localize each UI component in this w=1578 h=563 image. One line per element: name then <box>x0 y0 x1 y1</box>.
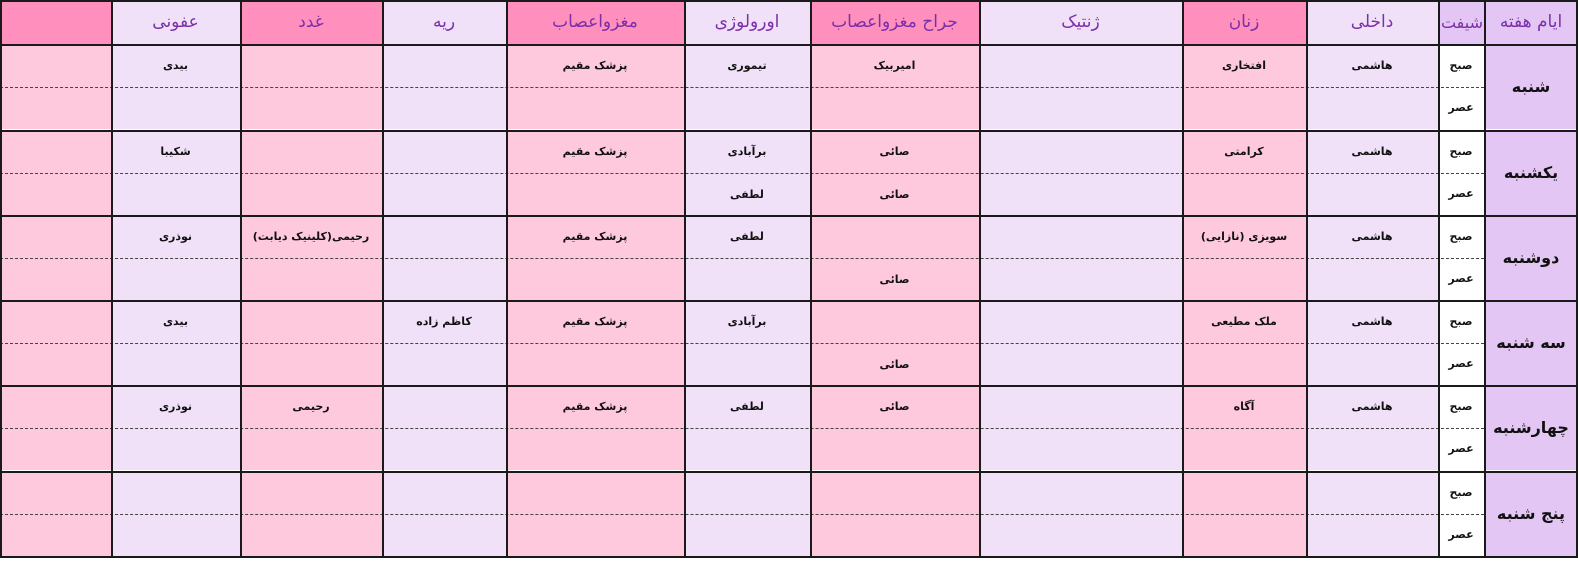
shift-morning-label: صبح <box>1438 130 1484 173</box>
schedule-slot-evening[interactable] <box>684 258 810 301</box>
schedule-slot-evening[interactable] <box>684 514 810 557</box>
schedule-slot-evening[interactable] <box>382 343 506 386</box>
row-border <box>0 44 1578 46</box>
header-department: اورولوژی <box>684 0 810 44</box>
row-border <box>0 215 1578 217</box>
physician-name: هاشمی <box>1351 315 1393 328</box>
physician-name: بیدی <box>162 315 189 328</box>
shift-evening-label: عصر <box>1438 514 1484 557</box>
schedule-slot-morning[interactable] <box>979 471 1182 514</box>
schedule-slot-morning[interactable] <box>1182 471 1306 514</box>
schedule-slot-morning[interactable] <box>1182 44 1306 87</box>
shift-evening-label: عصر <box>1438 87 1484 130</box>
column-border <box>240 0 242 558</box>
schedule-slot-evening[interactable] <box>0 87 111 130</box>
schedule-slot-evening[interactable] <box>111 258 240 301</box>
schedule-slot-morning[interactable] <box>1306 385 1438 428</box>
schedule-slot-morning[interactable] <box>684 471 810 514</box>
schedule-slot-morning[interactable] <box>979 300 1182 343</box>
physician-name: هاشمی <box>1351 230 1393 243</box>
schedule-slot-morning[interactable] <box>382 130 506 173</box>
schedule-slot-evening[interactable] <box>684 343 810 386</box>
schedule-slot-evening[interactable] <box>111 514 240 557</box>
schedule-slot-morning[interactable] <box>0 385 111 428</box>
row-border <box>0 385 1578 387</box>
schedule-slot-evening[interactable] <box>810 258 979 301</box>
schedule-slot-evening[interactable] <box>111 428 240 471</box>
day-label: سه شنبه <box>1484 300 1578 385</box>
column-border <box>0 0 2 558</box>
shift-morning-label: صبح <box>1438 44 1484 87</box>
schedule-slot-morning[interactable] <box>382 471 506 514</box>
header-department: غدد <box>240 0 382 44</box>
schedule-slot-evening[interactable] <box>111 343 240 386</box>
header-department: جراح مغزواعصاب <box>810 0 979 44</box>
schedule-slot-morning[interactable] <box>111 471 240 514</box>
day-label: یکشنبه <box>1484 130 1578 215</box>
schedule-slot-evening[interactable] <box>382 173 506 216</box>
schedule-slot-evening[interactable] <box>979 343 1182 386</box>
schedule-slot-evening[interactable] <box>240 514 382 557</box>
schedule-slot-morning[interactable] <box>506 385 684 428</box>
schedule-slot-morning[interactable] <box>0 215 111 258</box>
column-border <box>1484 0 1486 558</box>
schedule-slot-evening[interactable] <box>506 173 684 216</box>
schedule-slot-evening[interactable] <box>684 173 810 216</box>
physician-name: هاشمی <box>1351 400 1393 413</box>
physician-name: امیربیک <box>873 59 916 72</box>
shift-evening-label: عصر <box>1438 258 1484 301</box>
schedule-slot-evening[interactable] <box>1182 514 1306 557</box>
row-border <box>0 300 1578 302</box>
schedule-slot-evening[interactable] <box>1306 343 1438 386</box>
schedule-slot-evening[interactable] <box>1306 87 1438 130</box>
physician-name: پزشک مقیم <box>562 59 628 72</box>
schedule-slot-morning[interactable] <box>684 300 810 343</box>
schedule-slot-morning[interactable] <box>111 130 240 173</box>
schedule-slot-evening[interactable] <box>1182 428 1306 471</box>
schedule-slot-morning[interactable] <box>506 300 684 343</box>
schedule-slot-evening[interactable] <box>810 87 979 130</box>
physician-name: پزشک مقیم <box>562 145 628 158</box>
shift-evening-label: عصر <box>1438 428 1484 471</box>
physician-name: هاشمی <box>1351 59 1393 72</box>
header-department: ژنتیک <box>979 0 1182 44</box>
schedule-slot-evening[interactable] <box>506 428 684 471</box>
schedule-slot-morning[interactable] <box>506 130 684 173</box>
shift-divider <box>0 514 1484 515</box>
schedule-slot-morning[interactable] <box>382 44 506 87</box>
schedule-slot-morning[interactable] <box>684 385 810 428</box>
schedule-slot-evening[interactable] <box>506 514 684 557</box>
physician-name: کرامتی <box>1224 145 1264 158</box>
physician-name: صائی <box>879 400 910 413</box>
schedule-slot-evening[interactable] <box>240 428 382 471</box>
physician-name: صائی <box>879 145 910 158</box>
physician-name: کاظم زاده <box>416 315 472 328</box>
schedule-slot-evening[interactable] <box>979 258 1182 301</box>
physician-name: لطفی <box>730 400 764 413</box>
physician-name: صائی <box>879 357 910 371</box>
schedule-slot-morning[interactable] <box>382 300 506 343</box>
day-label: پنج شنبه <box>1484 471 1578 556</box>
physician-name: لطفی <box>730 230 764 243</box>
physician-name: افتخاری <box>1222 59 1266 72</box>
physician-name: رحیمی(کلینیک دیابت) <box>252 230 370 243</box>
schedule-slot-morning[interactable] <box>382 385 506 428</box>
schedule-slot-morning[interactable] <box>810 44 979 87</box>
schedule-slot-morning[interactable] <box>0 130 111 173</box>
schedule-slot-morning[interactable] <box>1182 215 1306 258</box>
schedule-slot-evening[interactable] <box>1182 343 1306 386</box>
physician-name: نوذری <box>158 400 193 413</box>
schedule-slot-morning[interactable] <box>240 385 382 428</box>
schedule-slot-morning[interactable] <box>1306 130 1438 173</box>
header-department: ریه <box>382 0 506 44</box>
schedule-slot-morning[interactable] <box>810 300 979 343</box>
schedule-slot-morning[interactable] <box>240 44 382 87</box>
header-department: عفونی <box>111 0 240 44</box>
shift-morning-label: صبح <box>1438 385 1484 428</box>
column-border <box>1306 0 1308 558</box>
column-border <box>979 0 981 558</box>
physician-name: برآبادی <box>727 315 767 328</box>
schedule-slot-evening[interactable] <box>684 87 810 130</box>
schedule-slot-morning[interactable] <box>0 44 111 87</box>
schedule-slot-morning[interactable] <box>979 44 1182 87</box>
schedule-slot-evening[interactable] <box>1182 87 1306 130</box>
physician-name: رحیمی <box>292 400 330 413</box>
schedule-slot-evening[interactable] <box>810 173 979 216</box>
header-shift: شیفت <box>1438 0 1484 44</box>
schedule-slot-evening[interactable] <box>240 173 382 216</box>
schedule-slot-morning[interactable] <box>1182 385 1306 428</box>
schedule-slot-morning[interactable] <box>382 215 506 258</box>
schedule-slot-morning[interactable] <box>1306 215 1438 258</box>
schedule-slot-morning[interactable] <box>684 130 810 173</box>
physician-name: تیموری <box>727 59 767 72</box>
schedule-slot-evening[interactable] <box>1306 173 1438 216</box>
schedule-slot-morning[interactable] <box>1306 44 1438 87</box>
schedule-slot-morning[interactable] <box>111 44 240 87</box>
schedule-slot-morning[interactable] <box>240 300 382 343</box>
schedule-slot-morning[interactable] <box>1306 300 1438 343</box>
schedule-slot-morning[interactable] <box>684 215 810 258</box>
schedule-slot-morning[interactable] <box>810 130 979 173</box>
column-border <box>506 0 508 558</box>
schedule-slot-morning[interactable] <box>0 471 111 514</box>
schedule-slot-evening[interactable] <box>1306 514 1438 557</box>
row-border <box>0 471 1578 473</box>
schedule-slot-evening[interactable] <box>240 258 382 301</box>
schedule-slot-morning[interactable] <box>1182 300 1306 343</box>
schedule-slot-evening[interactable] <box>382 87 506 130</box>
schedule-slot-morning[interactable] <box>506 215 684 258</box>
schedule-slot-evening[interactable] <box>111 87 240 130</box>
physician-name: پزشک مقیم <box>562 315 628 328</box>
physician-name: پزشک مقیم <box>562 400 628 413</box>
schedule-slot-evening[interactable] <box>1182 173 1306 216</box>
schedule-slot-evening[interactable] <box>810 428 979 471</box>
shift-divider <box>0 87 1484 88</box>
schedule-slot-evening[interactable] <box>979 173 1182 216</box>
schedule-slot-evening[interactable] <box>382 258 506 301</box>
schedule-slot-evening[interactable] <box>979 87 1182 130</box>
header-department: داخلی <box>1306 0 1438 44</box>
row-border <box>0 556 1578 558</box>
physician-name: صائی <box>879 272 910 286</box>
schedule-slot-morning[interactable] <box>810 215 979 258</box>
header-department <box>0 0 111 44</box>
schedule-slot-evening[interactable] <box>1182 258 1306 301</box>
physician-name: هاشمی <box>1351 145 1393 158</box>
schedule-slot-morning[interactable] <box>979 215 1182 258</box>
schedule-slot-morning[interactable] <box>979 130 1182 173</box>
day-label: چهارشنبه <box>1484 385 1578 470</box>
shift-morning-label: صبح <box>1438 471 1484 514</box>
schedule-slot-evening[interactable] <box>0 343 111 386</box>
schedule-slot-evening[interactable] <box>0 428 111 471</box>
column-border <box>810 0 812 558</box>
day-label: شنبه <box>1484 44 1578 129</box>
schedule-slot-evening[interactable] <box>506 87 684 130</box>
shift-morning-label: صبح <box>1438 300 1484 343</box>
schedule-slot-evening[interactable] <box>810 514 979 557</box>
schedule-slot-evening[interactable] <box>0 514 111 557</box>
schedule-slot-morning[interactable] <box>240 215 382 258</box>
physician-name: بیدی <box>162 59 189 72</box>
schedule-slot-morning[interactable] <box>111 385 240 428</box>
schedule-slot-morning[interactable] <box>111 215 240 258</box>
schedule-slot-morning[interactable] <box>240 130 382 173</box>
schedule-slot-evening[interactable] <box>979 514 1182 557</box>
header-day: ایام هفته <box>1484 0 1578 44</box>
shift-evening-label: عصر <box>1438 173 1484 216</box>
schedule-slot-morning[interactable] <box>111 300 240 343</box>
row-border <box>0 0 1578 2</box>
schedule-slot-morning[interactable] <box>506 471 684 514</box>
schedule-slot-evening[interactable] <box>111 173 240 216</box>
row-border <box>0 130 1578 132</box>
physician-name: ملک مطیعی <box>1211 315 1277 328</box>
column-border <box>382 0 384 558</box>
schedule-slot-evening[interactable] <box>1306 428 1438 471</box>
shift-morning-label: صبح <box>1438 215 1484 258</box>
schedule-slot-morning[interactable] <box>240 471 382 514</box>
schedule-slot-evening[interactable] <box>1306 258 1438 301</box>
schedule-slot-evening[interactable] <box>240 87 382 130</box>
physician-name: نوذری <box>158 230 193 243</box>
schedule-slot-evening[interactable] <box>684 428 810 471</box>
header-department: مغزواعصاب <box>506 0 684 44</box>
column-border <box>1438 0 1440 558</box>
schedule-slot-morning[interactable] <box>1306 471 1438 514</box>
header-department: زنان <box>1182 0 1306 44</box>
physician-name: صائی <box>879 187 910 201</box>
schedule-slot-evening[interactable] <box>810 343 979 386</box>
schedule-slot-evening[interactable] <box>240 343 382 386</box>
column-border <box>111 0 113 558</box>
shift-evening-label: عصر <box>1438 343 1484 386</box>
schedule-slot-evening[interactable] <box>382 514 506 557</box>
physician-name: برآبادی <box>727 145 767 158</box>
schedule-slot-morning[interactable] <box>979 385 1182 428</box>
schedule-slot-evening[interactable] <box>506 258 684 301</box>
column-border <box>684 0 686 558</box>
shift-divider <box>0 173 1484 174</box>
schedule-slot-morning[interactable] <box>810 385 979 428</box>
shift-divider <box>0 343 1484 344</box>
schedule-slot-evening[interactable] <box>382 428 506 471</box>
schedule-slot-morning[interactable] <box>506 44 684 87</box>
schedule-slot-evening[interactable] <box>979 428 1182 471</box>
shift-divider <box>0 428 1484 429</box>
schedule-slot-morning[interactable] <box>1182 130 1306 173</box>
schedule-slot-morning[interactable] <box>684 44 810 87</box>
physician-name: پزشک مقیم <box>562 230 628 243</box>
schedule-slot-morning[interactable] <box>810 471 979 514</box>
shift-divider <box>0 258 1484 259</box>
physician-name: شکیبا <box>160 145 191 158</box>
physician-name: سویزی (نازایی) <box>1200 230 1288 243</box>
physician-name: لطفی <box>730 187 764 201</box>
schedule-slot-morning[interactable] <box>0 300 111 343</box>
day-label: دوشنبه <box>1484 215 1578 300</box>
physician-name: آگاه <box>1233 400 1255 413</box>
schedule-slot-evening[interactable] <box>0 173 111 216</box>
schedule-slot-evening[interactable] <box>0 258 111 301</box>
schedule-slot-evening[interactable] <box>506 343 684 386</box>
column-border <box>1182 0 1184 558</box>
